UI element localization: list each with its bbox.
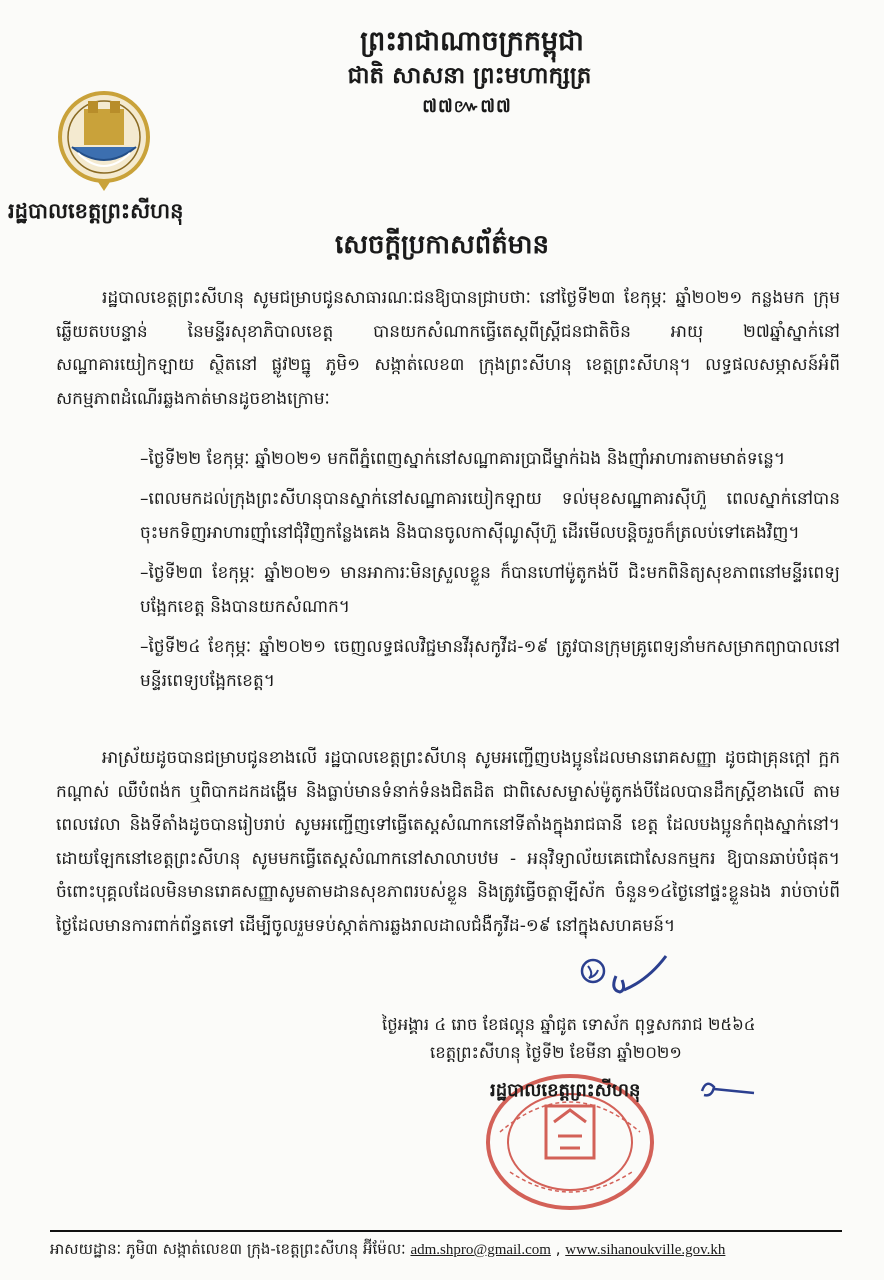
signatory-name: រដ្ឋបាលខេត្តព្រះសីហនុ	[490, 1080, 641, 1101]
kingdom-heading: ព្រះរាជាណាចក្រកម្ពុជា	[360, 26, 584, 57]
initial-mark-icon	[696, 1075, 756, 1105]
closing-text: អាស្រ័យដូចបានជម្រាបជូនខាងលើ រដ្ឋបាលខេត្តព្រះសីហនុ សូមអញ្ជើញបងប្អូនដែលមានរោគសញ្ញា ដូចជាគ្រុនក្តៅ ក្អក កណ្តាស់ ឈឺបំពង់ក ឬពិបាកដកដង្ហើម និងធ្លាប់មានទំនាក់ទំនងជិតដិត ជាពិសេសម្ចាស់ម៉ូតូកង់បីដែលបានដឹកស្ត្រីខាងលើ តាមពេលវេលា និងទីតាំងដូចបានរៀបរាប់ សូមអញ្ជើញទៅធ្វើតេស្តសំណាកនៅទីតាំងក្នុងរាជធានី ខេត្ត ដែលបងប្អូនកំពុងស្នាក់នៅ។ ដោយឡែកនៅខេត្តព្រះសីហនុ សូមមកធ្វើតេស្តសំណាកនៅសាលាបឋម - អនុវិទ្យាល័យគេជោសែនកម្មករ ឱ្យបានឆាប់បំផុត។ ចំពោះបុគ្គលដែលមិនមានរោគសញ្ញាសូមតាមដានសុខភាពរបស់ខ្លួន និងត្រូវធ្វើចត្តាឡីស័ក ចំនួន១៤ថ្ងៃនៅផ្ទះខ្លួនឯង រាប់ចាប់ពីថ្ងៃដែលមានការពាក់ព័ន្ធតទៅ ដើម្បីចូលរួមទប់ស្កាត់ការឆ្លងរាលដាលជំងឺកូវីដ-១៩ នៅក្នុងសហគមន៍។	[56, 748, 840, 936]
signature-icon	[608, 950, 668, 1000]
footer	[50, 1240, 850, 1262]
place-and-date: ខេត្តព្រះសីហនុ ថ្ងៃទី២ ខែមីនា ឆ្នាំ២០២១	[430, 1043, 682, 1062]
initial-mark-icon	[576, 954, 610, 988]
header-ornament: ៧៧៚៧៧	[422, 96, 512, 117]
provincial-emblem-icon	[56, 87, 152, 193]
list-item: –ថ្ងៃទី២៣ ខែកុម្ភៈ ឆ្នាំ២០២១ មានអាការៈមិនស្រួលខ្លួន ក៏បានហៅម៉ូតូកង់បី ជិះមកពិនិត្យសុខភាពនៅមន្ទីរពេទ្យបង្អែកខេត្ត និងបានយកសំណាក។	[140, 563, 840, 617]
activity-list	[140, 442, 840, 704]
list-item: –ថ្ងៃទី២២ ខែកុម្ភៈ ឆ្នាំ២០២១ មកពីភ្នំពេញស្នាក់នៅសណ្ឋាគារប្រាជីម្នាក់ឯង និងញ៉ាំអាហារតាមមាត់ទន្លេ។	[140, 449, 786, 469]
footer-divider	[50, 1230, 842, 1232]
national-motto: ជាតិ សាសនា ព្រះមហាក្សត្រ	[347, 63, 592, 89]
lunar-date: ថ្ងៃអង្គារ ៤ រោច ខែផល្គុន ឆ្នាំជូត ទោស័ក ពុទ្ធសករាជ ២៥៦៤	[382, 1015, 756, 1034]
closing-paragraph	[56, 742, 840, 943]
organization-name: រដ្ឋបាលខេត្តព្រះសីហនុ	[8, 199, 184, 223]
footer-address: អាសយដ្ឋានៈ ភូមិ៣ សង្កាត់លេខ៣ ក្រុង-ខេត្តព្រះសីហនុ អ៊ីម៉ែលៈ	[50, 1240, 406, 1258]
website-link[interactable]: www.sihanoukville.gov.kh	[565, 1242, 726, 1258]
list-item: –ថ្ងៃទី២៤ ខែកុម្ភៈ ឆ្នាំ២០២១ ចេញលទ្ធផលវិជ្ជមានវីរុសកូវីដ-១៩ ត្រូវបានក្រុមគ្រូពេទ្យនាំមកសម្រាកព្យាបាលនៅមន្ទីរពេទ្យបង្អែកខេត្ត។	[140, 637, 840, 691]
page-title: សេចក្តីប្រកាសព័ត៌មាន	[334, 230, 550, 260]
intro-paragraph	[56, 282, 840, 416]
intro-text: រដ្ឋបាលខេត្តព្រះសីហនុ សូមជម្រាបជូនសាធារណៈជនឱ្យបានជ្រាបថាៈ នៅថ្ងៃទី២៣ ខែកុម្ភៈ ឆ្នាំ២០២១ កន្លងមក ក្រុមឆ្លើយតបបន្ទាន់ នៃមន្ទីរសុខាភិបាលខេត្ត បានយកសំណាកធ្វើតេស្តពីស្ត្រីជនជាតិចិន អាយុ ២៧ឆ្នាំស្នាក់នៅសណ្ឋាគារយៀកឡាយ ស្ថិតនៅ ផ្លូវ២ធ្នូ ភូមិ១ សង្កាត់លេខ៣ ក្រុងព្រះសីហនុ ខេត្តព្រះសីហនុ។ លទ្ធផលសម្ភាសន៍អំពីសកម្មភាពដំណើរឆ្លងកាត់មានដូចខាងក្រោមៈ	[56, 288, 840, 409]
list-item: –ពេលមកដល់ក្រុងព្រះសីហនុបានស្នាក់នៅសណ្ឋាគារយៀកឡាយ ទល់មុខសណ្ឋាគារស៊ីហ៊ួ ពេលស្នាក់នៅបានចុះមកទិញអាហារញ៉ាំនៅជុំវិញកន្លែងគេង និងបានចូលកាស៊ីណូស៊ីហ៊ួ ដើរមើលបន្តិចរួចក៏ត្រលប់ទៅគេងវិញ។	[140, 489, 840, 543]
footer-separator: ,	[550, 1240, 566, 1258]
email-link[interactable]: adm.shpro@gmail.com	[410, 1242, 551, 1258]
